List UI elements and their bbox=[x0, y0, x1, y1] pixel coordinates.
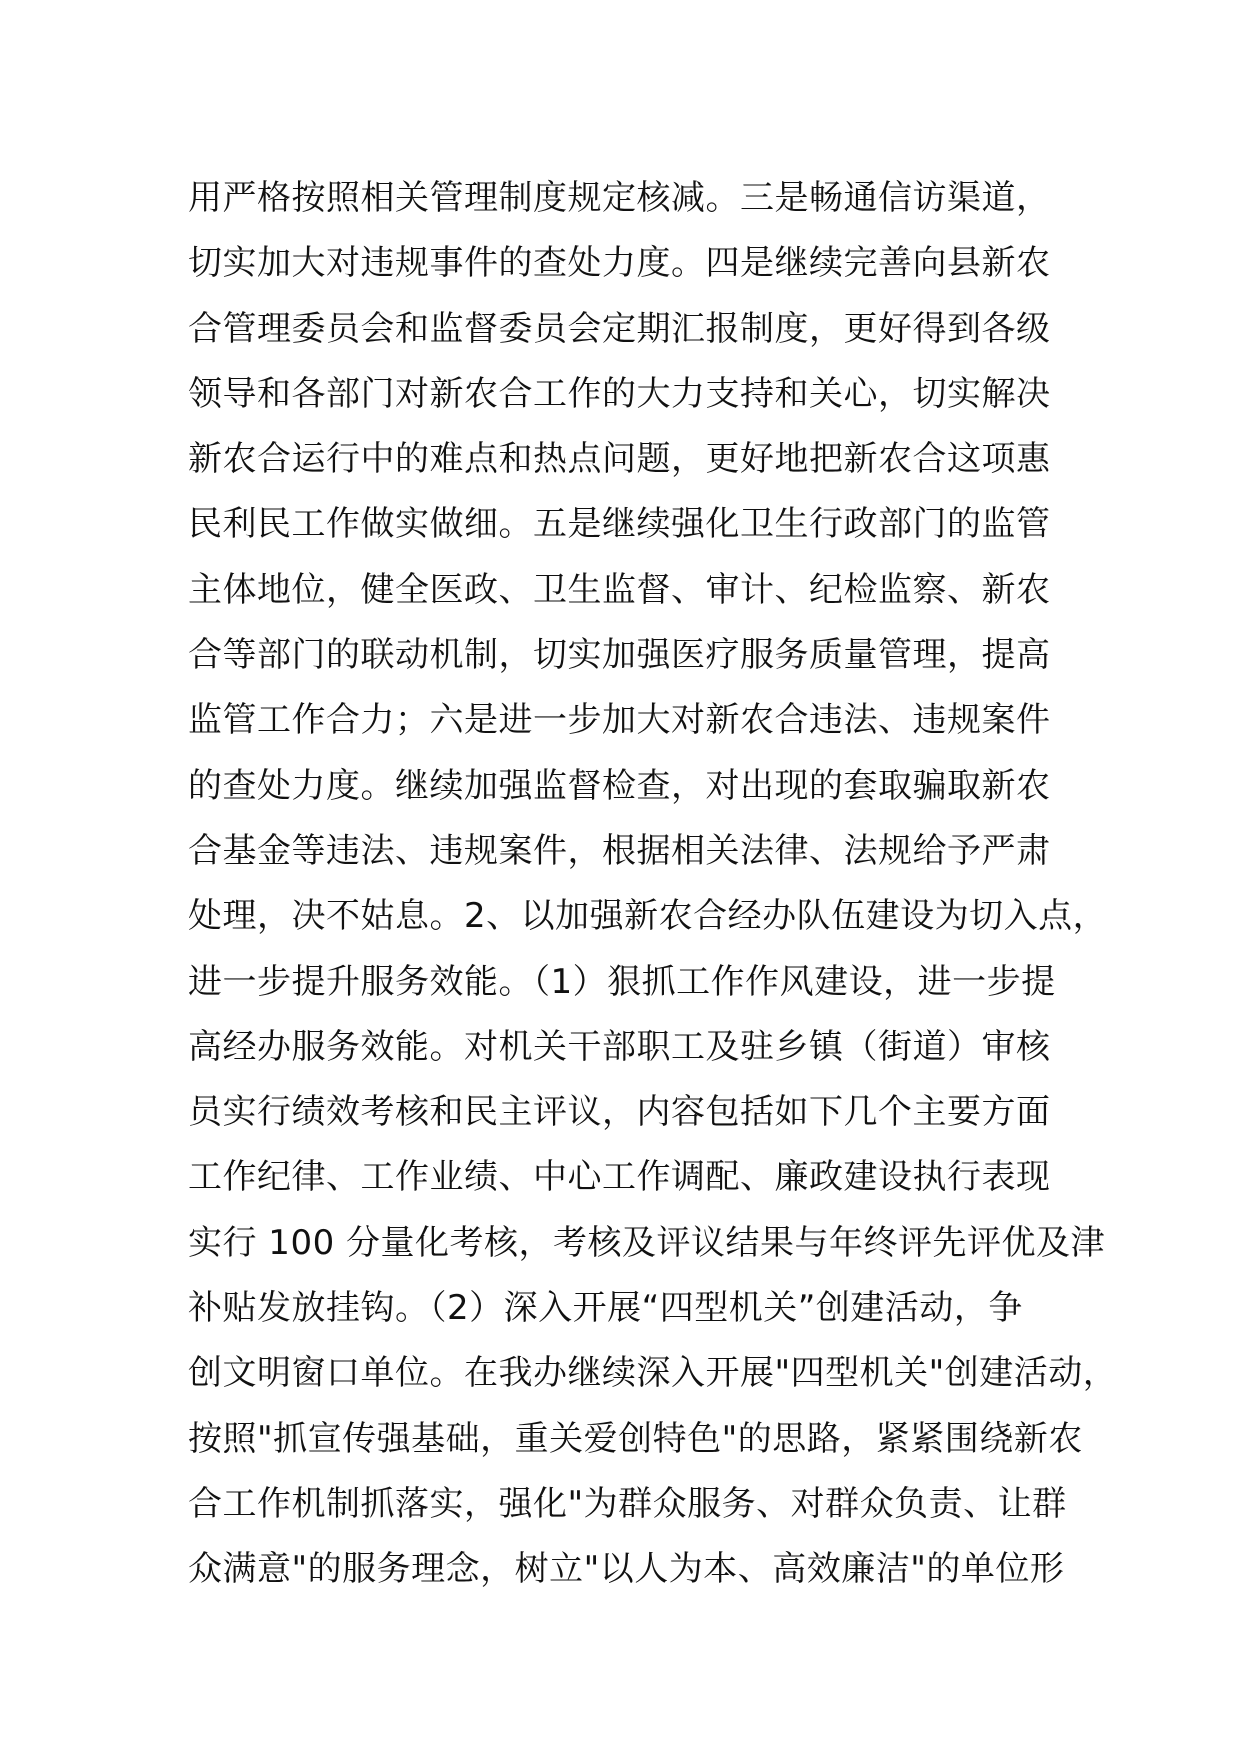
text-line: 工作纪律、工作业绩、中心工作调配、廉政建设执行表现 bbox=[188, 1157, 1051, 1198]
text-line: 创文明窗口单位。在我办继续深入开展"四型机关"创建活动， bbox=[188, 1353, 1118, 1394]
text-line: 员实行绩效考核和民主评议，内容包括如下几个主要方面 bbox=[188, 1092, 1051, 1133]
text-line: 的查处力度。继续加强监督检查，对出现的套取骗取新农 bbox=[188, 765, 1051, 806]
text-line: 用严格按照相关管理制度规定核减。三是畅通信访渠道， bbox=[188, 178, 1051, 218]
text-line: 合基金等违法、违规案件，根据相关法律、法规给予严肃 bbox=[188, 830, 1051, 871]
text-line: 监管工作合力；六是进一步加大对新农合违法、违规案件 bbox=[188, 700, 1051, 741]
body-text bbox=[188, 166, 1118, 1603]
text-line: 民利民工作做实做细。五是继续强化卫生行政部门的监管 bbox=[188, 504, 1051, 545]
text-line: 合管理委员会和监督委员会定期汇报制度，更好得到各级 bbox=[188, 308, 1051, 349]
text-line: 实行 100 分量化考核，考核及评议结果与年终评先评优及津 bbox=[188, 1222, 1106, 1263]
text-line: 合等部门的联动机制，切实加强医疗服务质量管理，提高 bbox=[188, 635, 1051, 676]
text-line: 处理，决不姑息。2、以加强新农合经办队伍建设为切入点， bbox=[188, 896, 1108, 937]
text-line: 众满意"的服务理念，树立"以人为本、高效廉洁"的单位形 bbox=[188, 1549, 1065, 1590]
text-line: 高经办服务效能。对机关干部职工及驻乡镇（街道）审核 bbox=[188, 1026, 1051, 1067]
text-line: 合工作机制抓落实，强化"为群众服务、对群众负责、让群 bbox=[188, 1483, 1067, 1524]
text-line: 补贴发放挂钩。（2）深入开展“四型机关”创建活动，争 bbox=[188, 1288, 1023, 1329]
text-line: 领导和各部门对新农合工作的大力支持和关心，切实解决 bbox=[188, 373, 1051, 414]
text-line: 按照"抓宣传强基础，重关爱创特色"的思路，紧紧围绕新农 bbox=[188, 1418, 1083, 1459]
text-line: 新农合运行中的难点和热点问题，更好地把新农合这项惠 bbox=[188, 439, 1051, 480]
text-line: 进一步提升服务效能。（1）狠抓工作作风建设，进一步提 bbox=[188, 961, 1056, 1002]
text-line: 主体地位，健全医政、卫生监督、审计、纪检监察、新农 bbox=[188, 569, 1051, 610]
text-line: 切实加大对违规事件的查处力度。四是继续完善向县新农 bbox=[188, 243, 1051, 284]
